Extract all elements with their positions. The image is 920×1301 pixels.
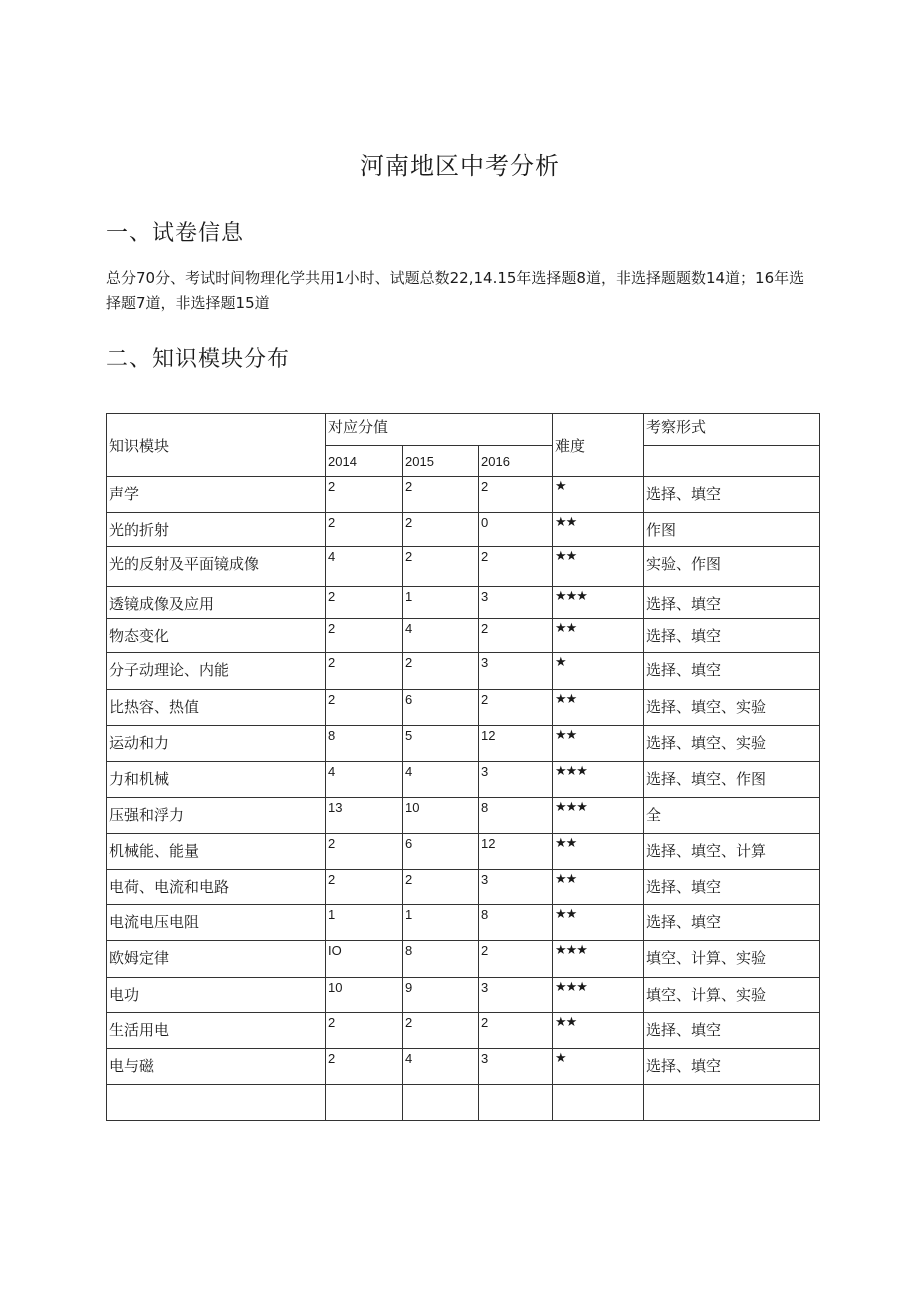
table-cell-2015: 1 <box>403 587 479 619</box>
table-cell-2015: 2 <box>403 513 479 547</box>
table-cell-empty <box>644 1085 820 1121</box>
table-cell-module: 电荷、电流和电路 <box>107 870 326 905</box>
table-row <box>107 798 820 834</box>
header-score: 对应分值 <box>326 414 553 446</box>
table-row <box>107 513 820 547</box>
table-row <box>107 1049 820 1085</box>
table-cell-form: 选择、填空 <box>644 1013 820 1049</box>
table-cell-2014: 2 <box>326 834 403 870</box>
table-cell-2016: 2 <box>479 477 553 513</box>
table-cell-2014: IO <box>326 941 403 978</box>
table-cell-difficulty: ★★★ <box>553 798 644 834</box>
table-cell-2015: 2 <box>403 1013 479 1049</box>
table-cell-module: 压强和浮力 <box>107 798 326 834</box>
table-row <box>107 870 820 905</box>
table-cell-module: 物态变化 <box>107 619 326 653</box>
table-cell-2015: 2 <box>403 547 479 587</box>
header-year-2014: 2014 <box>326 446 403 477</box>
table-cell-2014: 2 <box>326 1049 403 1085</box>
table-cell-2015: 1 <box>403 905 479 941</box>
table-cell-2016: 3 <box>479 653 553 690</box>
table-cell-2014: 2 <box>326 587 403 619</box>
table-cell-2016: 12 <box>479 834 553 870</box>
table-row <box>107 1013 820 1049</box>
table-cell-module: 机械能、能量 <box>107 834 326 870</box>
header-form-blank <box>644 446 820 477</box>
table-cell-2016: 0 <box>479 513 553 547</box>
table-cell-2014: 13 <box>326 798 403 834</box>
table-cell-2016: 3 <box>479 978 553 1013</box>
table-cell-form: 选择、填空、作图 <box>644 762 820 798</box>
table-cell-difficulty: ★ <box>553 653 644 690</box>
table-cell-2014: 2 <box>326 477 403 513</box>
table-cell-2015: 4 <box>403 619 479 653</box>
table-cell-difficulty: ★★★ <box>553 978 644 1013</box>
table-cell-2015: 2 <box>403 653 479 690</box>
table-cell-form: 选择、填空 <box>644 870 820 905</box>
table-cell-2015: 2 <box>403 477 479 513</box>
table-cell-form: 选择、填空 <box>644 587 820 619</box>
table-cell-module: 电与磁 <box>107 1049 326 1085</box>
table-cell-2016: 2 <box>479 690 553 726</box>
table-cell-form: 选择、填空 <box>644 619 820 653</box>
table-cell-empty <box>107 1085 326 1121</box>
table-cell-2014: 8 <box>326 726 403 762</box>
table-cell-form: 选择、填空 <box>644 1049 820 1085</box>
table-cell-2016: 2 <box>479 1013 553 1049</box>
table-cell-difficulty: ★★ <box>553 690 644 726</box>
table-cell-2014: 2 <box>326 513 403 547</box>
table-cell-difficulty: ★★ <box>553 870 644 905</box>
table-cell-module: 透镜成像及应用 <box>107 587 326 619</box>
table-cell-difficulty: ★ <box>553 1049 644 1085</box>
table-cell-2015: 9 <box>403 978 479 1013</box>
table-cell-2015: 6 <box>403 690 479 726</box>
table-row <box>107 619 820 653</box>
header-year-2016: 2016 <box>479 446 553 477</box>
table-cell-difficulty: ★★ <box>553 547 644 587</box>
table-cell-module: 欧姆定律 <box>107 941 326 978</box>
table-cell-module: 运动和力 <box>107 726 326 762</box>
page-title: 河南地区中考分析 <box>360 152 560 180</box>
table-cell-module: 生活用电 <box>107 1013 326 1049</box>
table-cell-2014: 2 <box>326 690 403 726</box>
table-cell-difficulty: ★★ <box>553 726 644 762</box>
table-row <box>107 547 820 587</box>
table-cell-2016: 12 <box>479 726 553 762</box>
table-cell-form: 选择、填空 <box>644 905 820 941</box>
table-row <box>107 941 820 978</box>
table-cell-2015: 5 <box>403 726 479 762</box>
table-row <box>107 587 820 619</box>
table-cell-2016: 2 <box>479 619 553 653</box>
table-cell-2015: 4 <box>403 762 479 798</box>
table-cell-2015: 2 <box>403 870 479 905</box>
table-cell-empty <box>326 1085 403 1121</box>
header-form: 考察形式 <box>644 414 820 446</box>
header-difficulty: 难度 <box>553 414 644 477</box>
table-cell-2016: 3 <box>479 762 553 798</box>
table-cell-module: 光的折射 <box>107 513 326 547</box>
section-heading-module-distribution: 二、知识模块分布 <box>106 347 291 372</box>
table-cell-2015: 6 <box>403 834 479 870</box>
table-cell-2016: 2 <box>479 547 553 587</box>
table-cell-2016: 2 <box>479 941 553 978</box>
table-cell-difficulty: ★★ <box>553 619 644 653</box>
table-cell-form: 选择、填空 <box>644 477 820 513</box>
table-cell-2014: 2 <box>326 653 403 690</box>
table-cell-2016: 3 <box>479 870 553 905</box>
table-cell-module: 比热容、热值 <box>107 690 326 726</box>
table-cell-form: 填空、计算、实验 <box>644 941 820 978</box>
table-row <box>107 762 820 798</box>
table-cell-difficulty: ★★ <box>553 1013 644 1049</box>
table-cell-2014: 4 <box>326 547 403 587</box>
table-row <box>107 978 820 1013</box>
table-cell-module: 电功 <box>107 978 326 1013</box>
table-cell-difficulty: ★★ <box>553 905 644 941</box>
table-cell-module: 分子动理论、内能 <box>107 653 326 690</box>
table-cell-empty <box>553 1085 644 1121</box>
exam-info-paragraph: 总分70分、考试时间物理化学共用1小时、试题总数22,14.15年选择题8道，非选择题题数14道；16年选择题7道，非选择题15道 <box>106 269 805 312</box>
table-cell-2014: 2 <box>326 619 403 653</box>
table-cell-2015: 4 <box>403 1049 479 1085</box>
table-row <box>107 834 820 870</box>
table-cell-form: 实验、作图 <box>644 547 820 587</box>
table-cell-form: 选择、填空 <box>644 653 820 690</box>
table-cell-difficulty: ★★★ <box>553 587 644 619</box>
table-cell-2014: 10 <box>326 978 403 1013</box>
table-cell-difficulty: ★★ <box>553 513 644 547</box>
table-cell-difficulty: ★★ <box>553 834 644 870</box>
table-cell-2016: 8 <box>479 905 553 941</box>
header-year-2015: 2015 <box>403 446 479 477</box>
table-cell-difficulty: ★ <box>553 477 644 513</box>
table-cell-empty <box>403 1085 479 1121</box>
table-cell-2014: 4 <box>326 762 403 798</box>
table-cell-empty <box>479 1085 553 1121</box>
table-cell-difficulty: ★★★ <box>553 762 644 798</box>
table-cell-module: 光的反射及平面镜成像 <box>107 547 326 587</box>
section-heading-exam-info: 一、试卷信息 <box>106 221 245 246</box>
table-row-empty <box>107 1085 820 1121</box>
table-cell-form: 选择、填空、实验 <box>644 690 820 726</box>
table-cell-form: 填空、计算、实验 <box>644 978 820 1013</box>
table-cell-2014: 2 <box>326 870 403 905</box>
table-row <box>107 905 820 941</box>
table-cell-difficulty: ★★★ <box>553 941 644 978</box>
table-row <box>107 653 820 690</box>
table-cell-module: 声学 <box>107 477 326 513</box>
table-cell-2014: 1 <box>326 905 403 941</box>
table-cell-2016: 3 <box>479 1049 553 1085</box>
table-row <box>107 726 820 762</box>
table-cell-2016: 8 <box>479 798 553 834</box>
table-cell-form: 选择、填空、实验 <box>644 726 820 762</box>
table-cell-form: 全 <box>644 798 820 834</box>
header-module: 知识模块 <box>107 414 326 477</box>
table-cell-2015: 8 <box>403 941 479 978</box>
table-cell-2016: 3 <box>479 587 553 619</box>
table-cell-form: 选择、填空、计算 <box>644 834 820 870</box>
table-row <box>107 477 820 513</box>
table-cell-module: 电流电压电阻 <box>107 905 326 941</box>
knowledge-module-table <box>106 413 820 1121</box>
table-row <box>107 690 820 726</box>
table-cell-form: 作图 <box>644 513 820 547</box>
table-cell-2015: 10 <box>403 798 479 834</box>
table-cell-2014: 2 <box>326 1013 403 1049</box>
table-cell-module: 力和机械 <box>107 762 326 798</box>
